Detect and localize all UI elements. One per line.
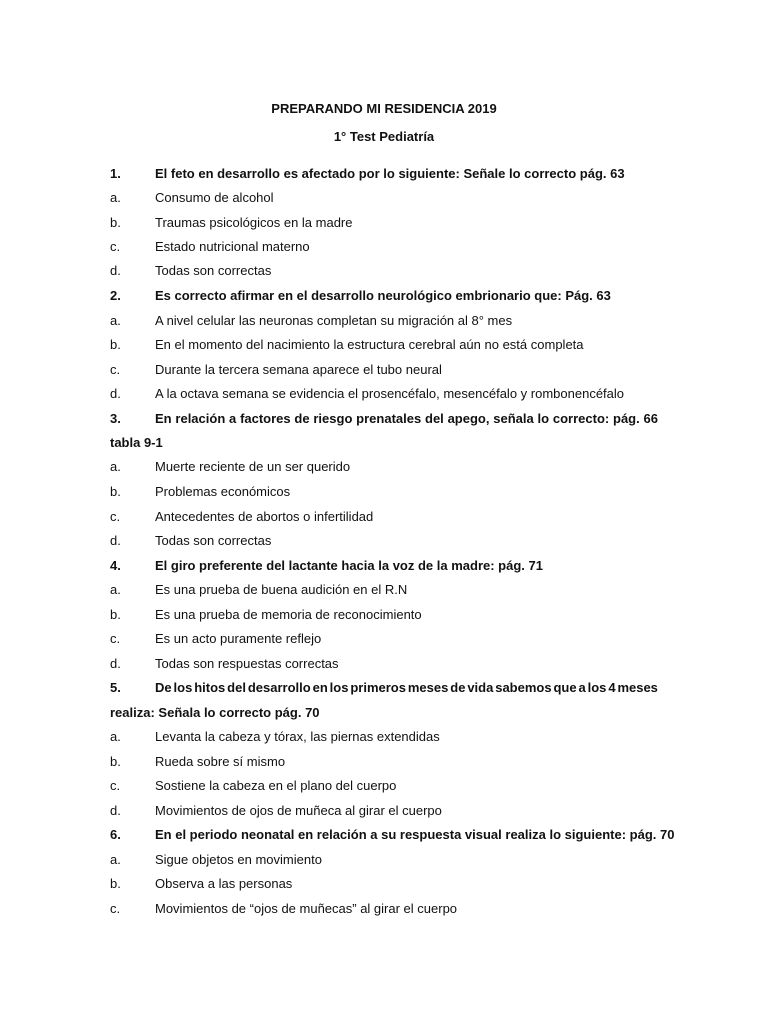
option-text: Estado nutricional materno [155,239,310,254]
option-letter: d. [110,386,121,401]
question-5-continuation: realiza: Señala lo correcto pág. 70 [110,705,320,720]
question-number: 4. [110,558,121,573]
option-text: Rueda sobre sí mismo [155,754,286,769]
word: correcto: [552,411,610,426]
option-letter: a. [110,190,121,205]
option-letter: a. [110,313,121,328]
word: que [553,680,577,695]
word: riesgo [313,411,353,426]
option-letter: a. [110,729,121,744]
option-letter: c. [110,631,121,646]
option-text: Traumas psicológicos en la madre [155,215,353,230]
word: los [587,680,607,695]
option-text: Observa a las personas [155,876,293,891]
option-letter: c. [110,901,121,916]
option-text: Sostiene la cabeza en el plano del cuerpo [155,778,397,793]
question-number: 2. [110,288,121,303]
word: a [229,411,237,426]
option-letter: d. [110,263,121,278]
document-subtitle: 1° Test Pediatría [333,129,435,144]
option-text: Movimientos de “ojos de muñecas” al girar el cuerpo [155,901,458,916]
option-text: Todas son respuestas correctas [155,656,339,671]
option-text: A la octava semana se evidencia el prosencéfalo, mesencéfalo y rombonencéfalo [155,386,625,401]
word: sabemos [495,680,552,695]
option-letter: c. [110,778,121,793]
option-letter: c. [110,509,121,524]
option-letter: c. [110,362,121,377]
option-letter: b. [110,484,121,499]
word: pág. [613,411,640,426]
option-letter: a. [110,459,121,474]
question-text: Es correcto afirmar en el desarrollo neurológico embrionario que: Pág. 63 [155,288,611,303]
option-letter: b. [110,607,121,622]
word: 4 [608,680,616,695]
option-text: Antecedentes de abortos o infertilidad [155,509,374,524]
word: primeros [350,680,406,695]
word: en [312,680,328,695]
option-text: Es una prueba de memoria de reconocimiento [155,607,422,622]
question-text: El giro preferente del lactante hacia la voz de la madre: pág. 71 [155,558,543,573]
option-text: Todas son correctas [155,533,272,548]
word: 66 [643,411,658,426]
word: los [329,680,349,695]
word: apego, [447,411,490,426]
option-letter: d. [110,803,121,818]
word: hitos [194,680,226,695]
word: meses [407,680,449,695]
option-text: En el momento del nacimiento la estructura cerebral aún no está completa [155,337,584,352]
word: desarrollo [247,680,311,695]
word: De [155,680,172,695]
word: del [227,680,246,695]
word: En [155,411,172,426]
option-letter: a. [110,582,121,597]
option-letter: a. [110,852,121,867]
option-letter: b. [110,754,121,769]
option-text: Durante la tercera semana aparece el tubo neural [155,362,442,377]
option-text: Muerte reciente de un ser querido [155,459,351,474]
word: de [450,680,466,695]
option-text: Consumo de alcohol [155,190,274,205]
word: a [578,680,586,695]
word: del [425,411,444,426]
option-letter: b. [110,876,121,891]
option-text: Es un acto puramente reflejo [155,631,322,646]
question-text [155,680,658,696]
option-text: Movimientos de ojos de muñeca al girar el cuerpo [155,803,442,818]
word: vida [467,680,494,695]
option-text: A nivel celular las neuronas completan su migración al 8° mes [155,313,513,328]
question-text: En el periodo neonatal en relación a su respuesta visual realiza lo siguiente: pág. 70 [155,827,675,842]
question-text [155,411,658,427]
option-letter: d. [110,656,121,671]
document-title: PREPARANDO MI RESIDENCIA 2019 [271,101,497,116]
option-text: Sigue objetos en movimiento [155,852,322,867]
option-letter: c. [110,239,121,254]
option-letter: b. [110,215,121,230]
question-number: 3. [110,411,121,426]
question-number: 1. [110,166,121,181]
word: factores [240,411,291,426]
word: los [173,680,193,695]
question-number: 5. [110,680,121,695]
question-number: 6. [110,827,121,842]
word: prenatales [356,411,422,426]
option-letter: d. [110,533,121,548]
option-text: Es una prueba de buena audición en el R.N [155,582,408,597]
question-3-continuation: tabla 9-1 [110,435,163,450]
word: de [294,411,310,426]
word: relación [175,411,226,426]
option-text: Todas son correctas [155,263,272,278]
word: lo [537,411,550,426]
option-letter: b. [110,337,121,352]
word: señala [493,411,534,426]
word: meses [617,680,658,695]
question-text: El feto en desarrollo es afectado por lo siguiente: Señale lo correcto pág. 63 [155,166,625,181]
option-text: Levanta la cabeza y tórax, las piernas extendidas [155,729,440,744]
option-text: Problemas económicos [155,484,291,499]
